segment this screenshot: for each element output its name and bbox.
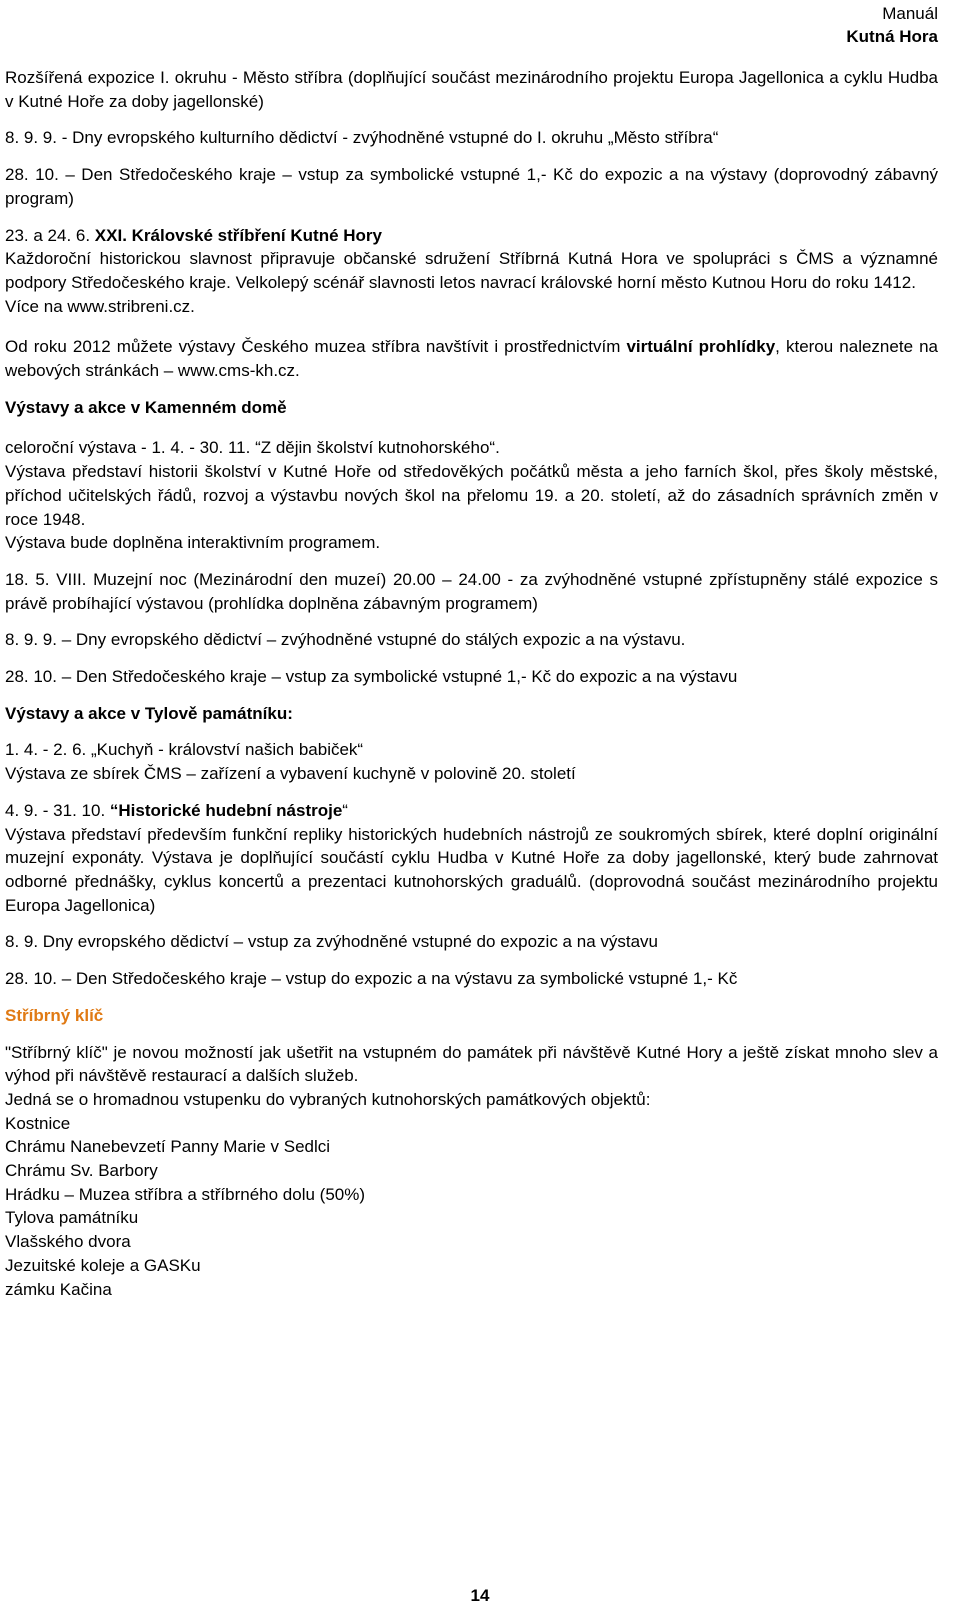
paragraph-stribreni-heading — [5, 224, 938, 248]
paragraph-den-kraje: 28. 10. – Den Středočeského kraje – vstup za symbolické vstupné 1,- Kč do expozic a na výstavy (doprovodný zábavný program) — [5, 165, 938, 208]
paragraph-klic-list-intro: Jedná se o hromadnou vstupenku do vybraných kutnohorských památkových objektů: — [5, 1089, 651, 1109]
objects-list — [5, 1112, 938, 1302]
paragraph-klic-intro: "Stříbrný klíč" je novou možností jak ušetřit na vstupném do památek při návštěvě Kutné Hory a ještě získat mnoho slev a výhod při návštěvě restaurací a dalších služeb. — [5, 1042, 938, 1086]
running-header — [846, 2, 938, 48]
paragraph-skolstvi-body: Výstava představí historii školství v Kutné Hoře od středověkých počátků města a jeho farních škol, přes školy městské, příchod učitelských řádů, rozvoj a výstavbu nových škol na přelomu 19. a 20. století, až do zásadních správních změn v roce 1948. — [5, 462, 938, 529]
nastroje-title: “Historické hudební nástroje — [109, 800, 343, 820]
list-item: Vlašského dvora — [5, 1232, 131, 1252]
virtual-tour-bold: virtuální prohlídky — [626, 337, 776, 357]
paragraph-muzejni-noc: 18. 5. VIII. Muzejní noc (Mezinárodní den muzeí) 20.00 – 24.00 - za zvýhodněné vstupné zpřístupněny stálé expozice s právě probíhající výstavou (prohlídka doplněna zábavným programem) — [5, 569, 938, 613]
paragraph-kuchyn-body: Výstava ze sbírek ČMS – zařízení a vybavení kuchyně v polovině 20. století — [5, 764, 576, 784]
list-item: Chrámu Nanebevzetí Panny Marie v Sedlci — [5, 1137, 331, 1157]
list-item: Jezuitské koleje a GASKu — [5, 1255, 201, 1275]
paragraph-virtual-tour: Od roku 2012 můžete výstavy Českého muzea stříbra navštívit i prostřednictvím virtuální prohlídky, kterou naleznete na webových stránkách – www.cms-kh.cz. — [5, 337, 939, 381]
paragraph-stribreni-body: Každoroční historickou slavnost připravuje občanské sdružení Stříbrná Kutná Hora ve spolupráci s ČMS a významné podpory Středočeského kraje. Velkolepý scénář slavnosti letos navrací královské horní město Kutnou Horu do roku 1412. — [5, 249, 938, 292]
paragraph-nastroje-heading: 4. 9. - 31. 10. “Historické hudební nástroje“ — [5, 800, 348, 820]
stribreni-date: 23. a 24. 6. — [5, 225, 95, 245]
list-item: Kostnice — [5, 1113, 71, 1133]
paragraph-skolstvi-heading: celoroční výstava - 1. 4. - 30. 11. “Z dějin školství kutnohorského“. — [5, 438, 500, 458]
heading-kamenny-dum: Výstavy a akce v Kamenném domě — [5, 397, 287, 417]
paragraph-stribreni-link: Více na www.stribreni.cz. — [5, 296, 195, 316]
paragraph-dny-dedictvi-3: 8. 9. Dny evropského dědictví – vstup za zvýhodněné vstupné do expozic a na výstavu — [5, 932, 658, 952]
header-city: Kutná Hora — [846, 27, 938, 46]
paragraph-kuchyn-heading: 1. 4. - 2. 6. „Kuchyň - království našich babiček“ — [5, 740, 364, 760]
list-item: Chrámu Sv. Barbory — [5, 1161, 158, 1181]
list-item: Hrádku – Muzea stříbra a stříbrného dolu (50%) — [5, 1184, 366, 1204]
header-manual: Manuál — [882, 4, 938, 23]
paragraph-den-kraje-2: 28. 10. – Den Středočeského kraje – vstup za symbolické vstupné 1,- Kč do expozic a na výstavu — [5, 667, 738, 687]
heading-tyluv-pamatnik: Výstavy a akce v Tylově památníku: — [5, 703, 293, 723]
list-item: Tylova památníku — [5, 1208, 139, 1228]
paragraph-dny-dedictvi-2: 8. 9. 9. – Dny evropského dědictví – zvýhodněné vstupné do stálých expozic a na výstavu. — [5, 630, 686, 650]
paragraph-nastroje-body: Výstava představí především funkční repliky historických hudebních nástrojů ze soukromých sbírek, které doplní originální muzejní exponáty. Výstava je doplňující součástí cyklu Hudba v Kutné Hoře za doby jagellonské, který bude zahrnovat odborné přednášky, cyklus koncertů a prezentaci kutnohorských graduálů. (doprovodná součást mezinárodního projektu Europa Jagellonica) — [5, 824, 938, 915]
page-body — [5, 66, 938, 1301]
page-number: 14 — [470, 1586, 490, 1605]
paragraph-expozice: Rozšířená expozice I. okruhu - Město stříbra (doplňující součást mezinárodního projektu Europa Jagellonica a cyklu Hudba v Kutné Hoře za doby jagellonské) — [5, 68, 938, 111]
paragraph-dny-dedictvi: 8. 9. 9. - Dny evropského kulturního dědictví - zvýhodněné vstupné do I. okruhu „Město stříbra“ — [5, 128, 719, 148]
heading-stribrny-klic: Stříbrný klíč — [5, 1005, 104, 1025]
list-item: zámku Kačina — [5, 1279, 112, 1299]
paragraph-skolstvi-tail: Výstava bude doplněna interaktivním programem. — [5, 533, 381, 553]
paragraph-den-kraje-3: 28. 10. – Den Středočeského kraje – vstup do expozic a na výstavu za symbolické vstupné 1,- Kč — [5, 969, 738, 989]
stribreni-title: XXI. Královské stříbření Kutné Hory — [94, 225, 382, 245]
